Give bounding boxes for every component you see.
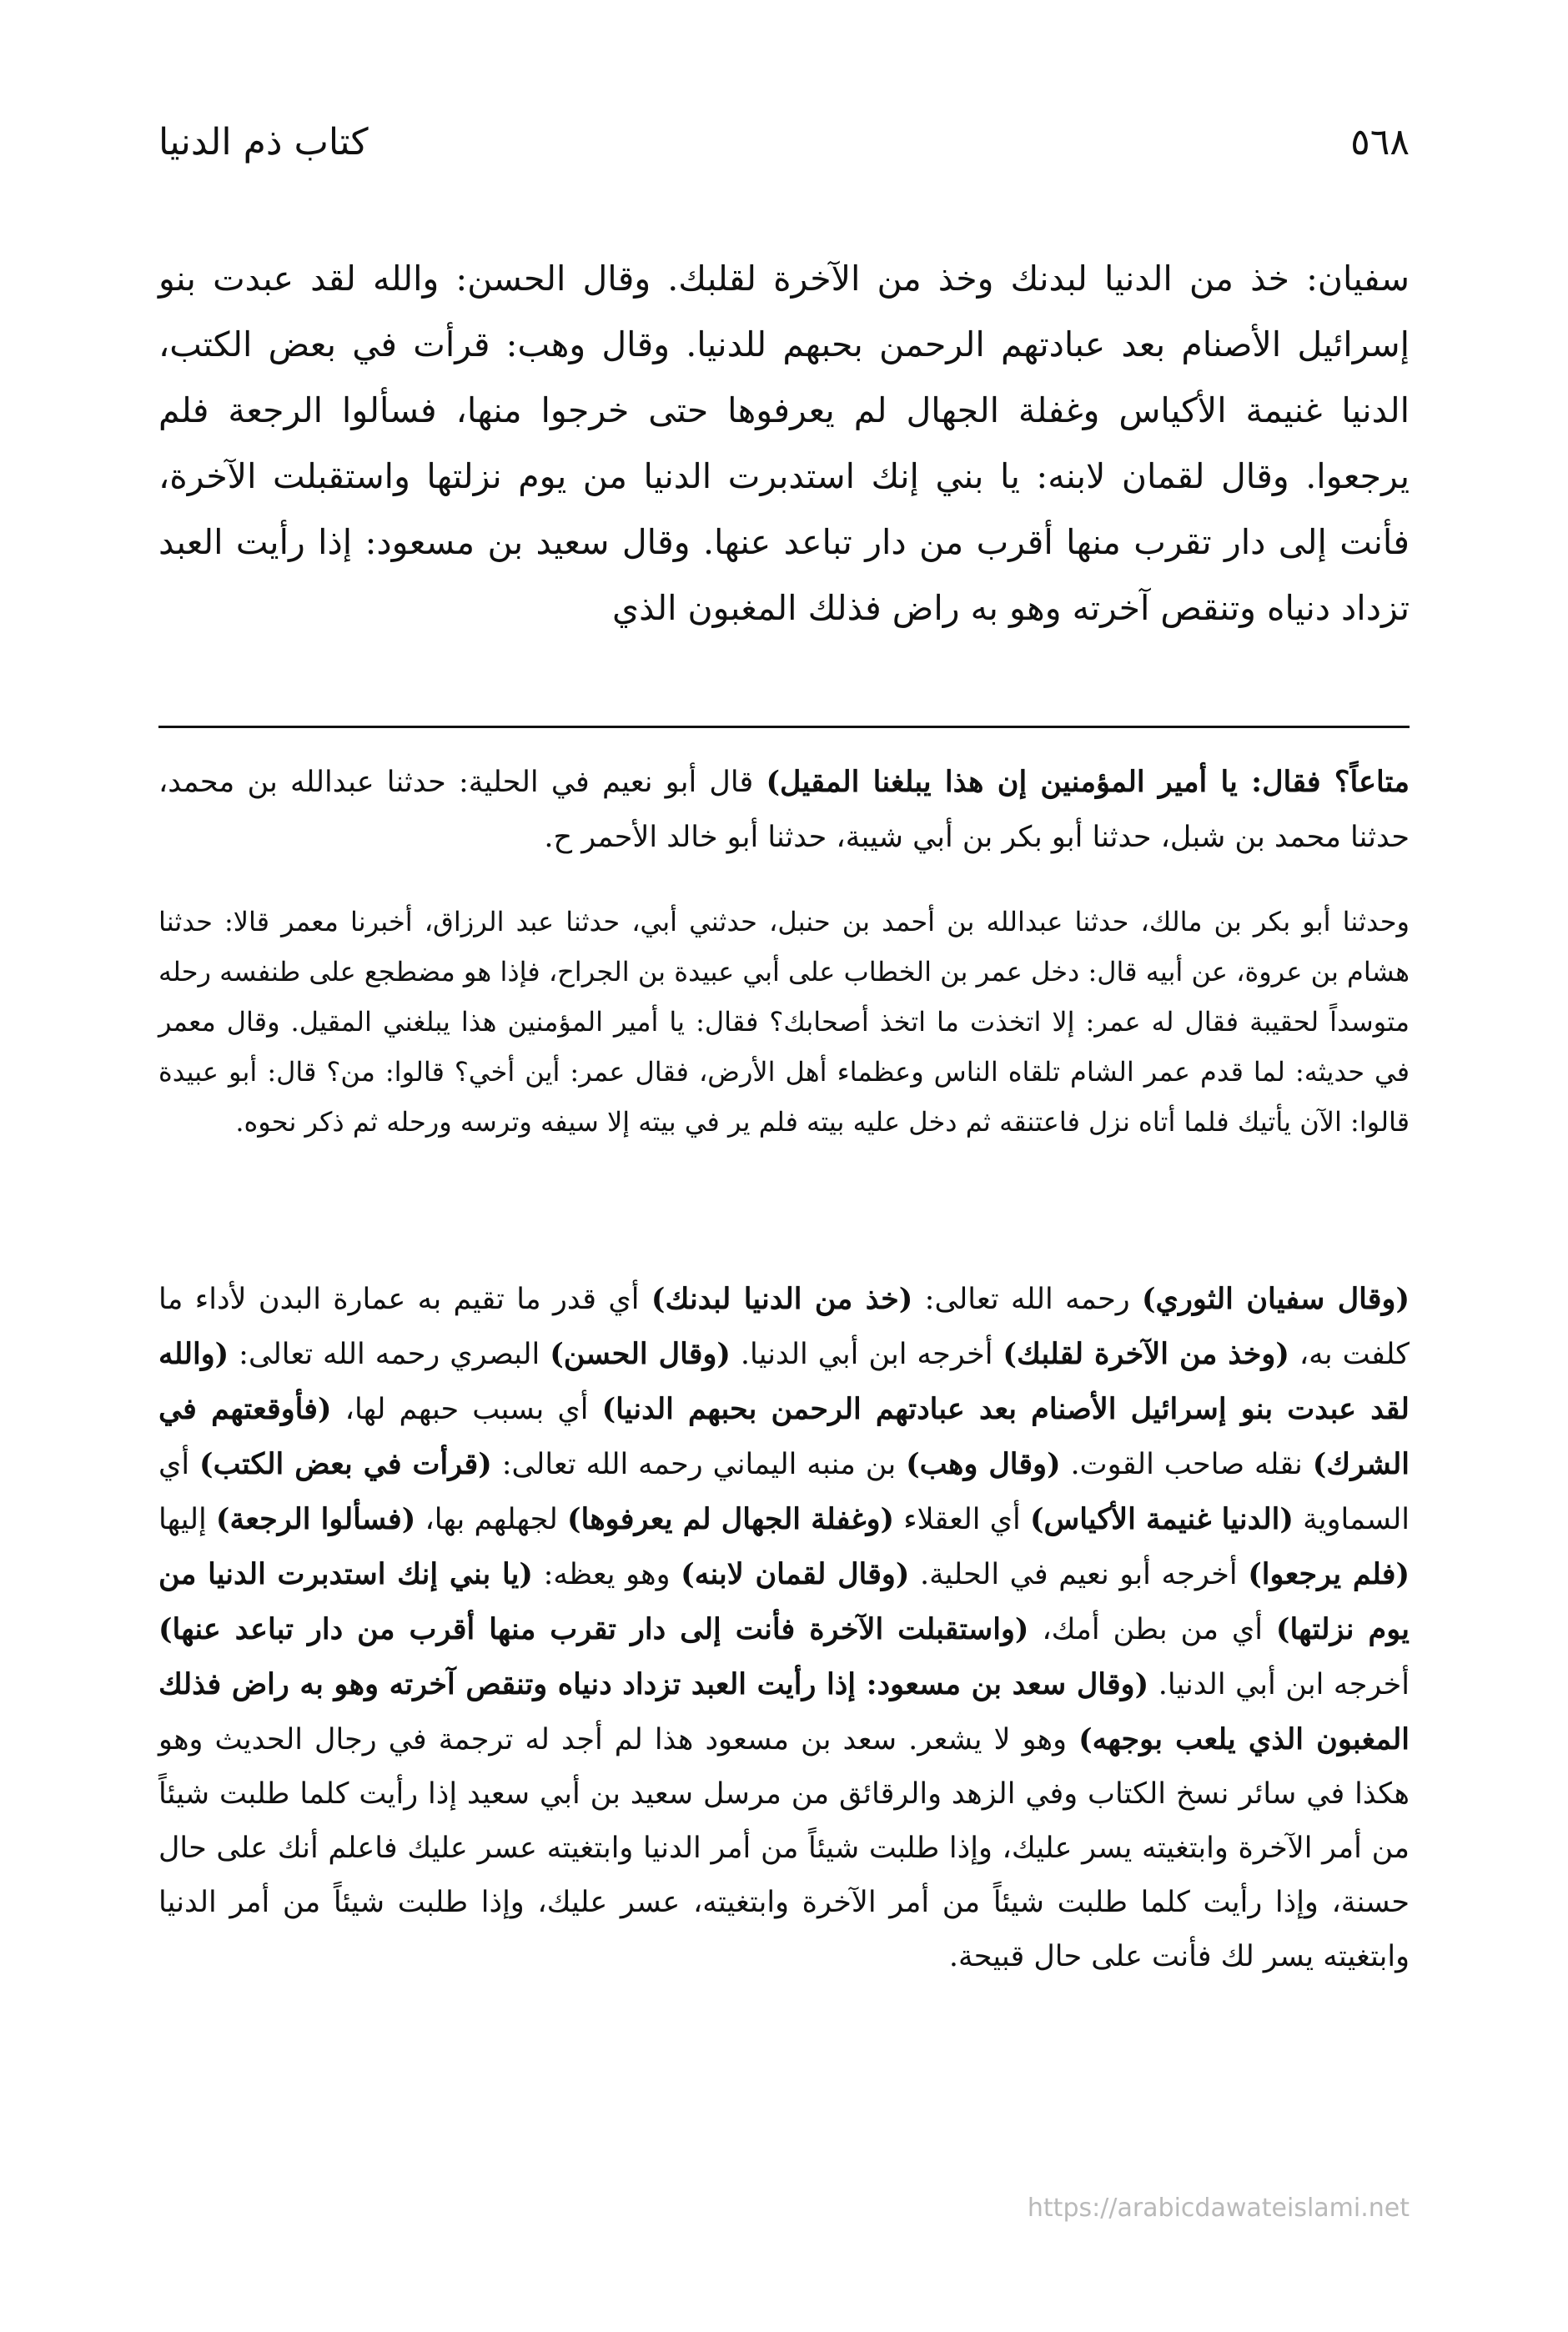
footnote-3-quote: (فلم يرجعوا) [1248,1557,1410,1591]
footnote-3-commentary: بن منبه اليماني رحمه الله تعالى: [491,1448,907,1481]
footnote-3-commentary: أي بسبب حبهم لها، [331,1393,602,1426]
footnote-2: وحدثنا أبو بكر بن مالك، حدثنا عبدالله بن أحمد بن حنبل، حدثني أبي، حدثنا عبد الرزاق، أخبرنا معمر قالا: حدثنا هشام بن عروة، عن أبيه قال: دخل عمر بن الخطاب على أبي عبيدة بن الجراح، فإذا هو مضطجع على طنفسه رحله متوسداً لحقيبة فقال له عمر: إلا اتخذت ما اتخذ أصحابك؟ فقال: يا أمير المؤمنين هذا يبلغني المقيل. وقال معمر في حديثه: لما قدم عمر الشام تلقاه الناس وعظماء أهل الأرض، فقال عمر: أين أخي؟ قالوا: من؟ قال: أبو عبيدة قالوا: الآن يأتيك فلما أتاه نزل فاعتنقه ثم دخل عليه بيته فلم ير في بيته إلا سيفه وترسه ورحله ثم ذكر نحوه. [158,906,1410,1138]
footnote-3-quote: (فسألوا الرجعة) [215,1502,416,1536]
footnote-divider [158,726,1410,728]
footnote-3-quote: (وقال سفيان الثوري) [1142,1282,1410,1316]
footnote-3-quote: (قرأت في بعض الكتب) [199,1447,492,1481]
watermark: https://arabicdawateislami.net [1027,2194,1410,2223]
footnote-3-commentary: أي العقلاء [894,1503,1030,1536]
footnote-3-quote: (وقال الحسن) [550,1337,731,1371]
footnote-1-bold: متاعاً؟ فقال: يا أمير المؤمنين إن هذا يبلغنا المقيل) [766,765,1410,799]
footnote-3-commentary: البصري رحمه الله تعالى: [229,1338,550,1371]
footnote-3-commentary: وهو يعظه: [532,1558,681,1591]
footnote-3-quote: (وقال سعد بن مسعود: إذا رأيت العبد تزداد دنياه وتنقص آخرته وهو به راض فذلك المغبون الذي يلعب بوجهه) [158,1667,1410,1757]
footnote-3-commentary: نقله صاحب القوت. [1060,1448,1313,1481]
footnote-3-quote: (والله لقد عبدت بنو إسرائيل الأصنام بعد عبادتهم الرحمن بحبهم الدنيا) [158,1337,1410,1426]
footnote-3-quote: (واستقبلت الآخرة فأنت إلى دار تقرب منها أقرب من دار تباعد عنها) [158,1612,1029,1646]
main-text: سفيان: خذ من الدنيا لبدنك وخذ من الآخرة لقلبك. وقال الحسن: والله لقد عبدت بنو إسرائيل الأصنام بعد عبادتهم الرحمن بحبهم للدنيا. وقال وهب: قرأت في بعض الكتب، الدنيا غنيمة الأكياس وغفلة الجهال لم يعرفوها حتى خرجوا منها، فسألوا الرجعة فلم يرجعوا. وقال لقمان لابنه: يا بني إنك استدبرت الدنيا من يوم نزلتها واستقبلت الآخرة، فأنت إلى دار تقرب منها أقرب من دار تباعد عنها. وقال سعيد بن مسعود: إذا رأيت العبد تزداد دنياه وتنقص آخرته وهو به راض فذلك المغبون الذي [158,259,1410,628]
footnote-1-text: قال أبو نعيم في الحلية: حدثنا عبدالله بن محمد، حدثنا محمد بن شبل، حدثنا أبو بكر بن أبي شيبة، حدثنا أبو خالد الأحمر ح. [158,766,1410,854]
footnote-3-commentary: أي السماوية [158,1448,1410,1536]
footnote-3-commentary: أخرجه ابن أبي الدنيا. [1148,1668,1410,1701]
footnote-3-quote: (خذ من الدنيا لبدنك) [651,1282,913,1316]
footnote-3-commentary: أخرجه أبو نعيم في الحلية. [909,1558,1249,1591]
page-number: ٥٦٨ [1350,120,1410,163]
footnote-3-commentary: أي قدر ما تقيم به عمارة البدن لأداء ما كلفت به، [158,1283,1410,1371]
footnote-3 [158,1272,1410,1984]
footnote-3-quote: (وقال لقمان لابنه) [681,1557,910,1591]
footnote-3-commentary: لجهلهم بها، [415,1503,567,1536]
footnote-3-commentary: أي من بطن أمك، [1028,1613,1276,1646]
footnote-3-quote: (فأوقعتهم في الشرك) [158,1392,1410,1481]
footnote-3-quote: (الدنيا غنيمة الأكياس) [1029,1502,1294,1536]
footnote-3-quote: (وخذ من الآخرة لقلبك) [1003,1337,1289,1371]
footnote-3-commentary: أخرجه ابن أبي الدنيا. [730,1338,1003,1371]
footnote-3-quote: (وقال وهب) [906,1447,1061,1481]
footnote-3-commentary: إليها [158,1503,216,1536]
book-title: كتاب ذم الدنيا [158,120,369,163]
page-header [158,113,1410,171]
footnote-3-commentary: وهو لا يشعر. سعد بن مسعود هذا لم أجد له ترجمة في رجال الحديث وهو هكذا في سائر نسخ الكتاب وفي الزهد والرقائق من مرسل سعيد بن أبي سعيد إذا رأيت كلما طلبت شيئاً من أمر الآخرة وابتغيته يسر عليك، وإذا طلبت شيئاً من أمر الدنيا وابتغيته عسر عليك فاعلم أنك على حال حسنة، وإذا رأيت كلما طلبت شيئاً من أمر الآخرة وابتغيته، عسر عليك، وإذا طلبت شيئاً من أمر الدنيا وابتغيته يسر لك فأنت على حال قبيحة. [158,1723,1410,1973]
footnote-3-quote: (وغفلة الجهال لم يعرفوها) [567,1502,895,1536]
footnote-3-quote: (يا بني إنك استدبرت الدنيا من يوم نزلتها) [158,1557,1410,1646]
footnote-1 [158,755,1410,865]
footnote-3-commentary: رحمه الله تعالى: [912,1283,1142,1316]
